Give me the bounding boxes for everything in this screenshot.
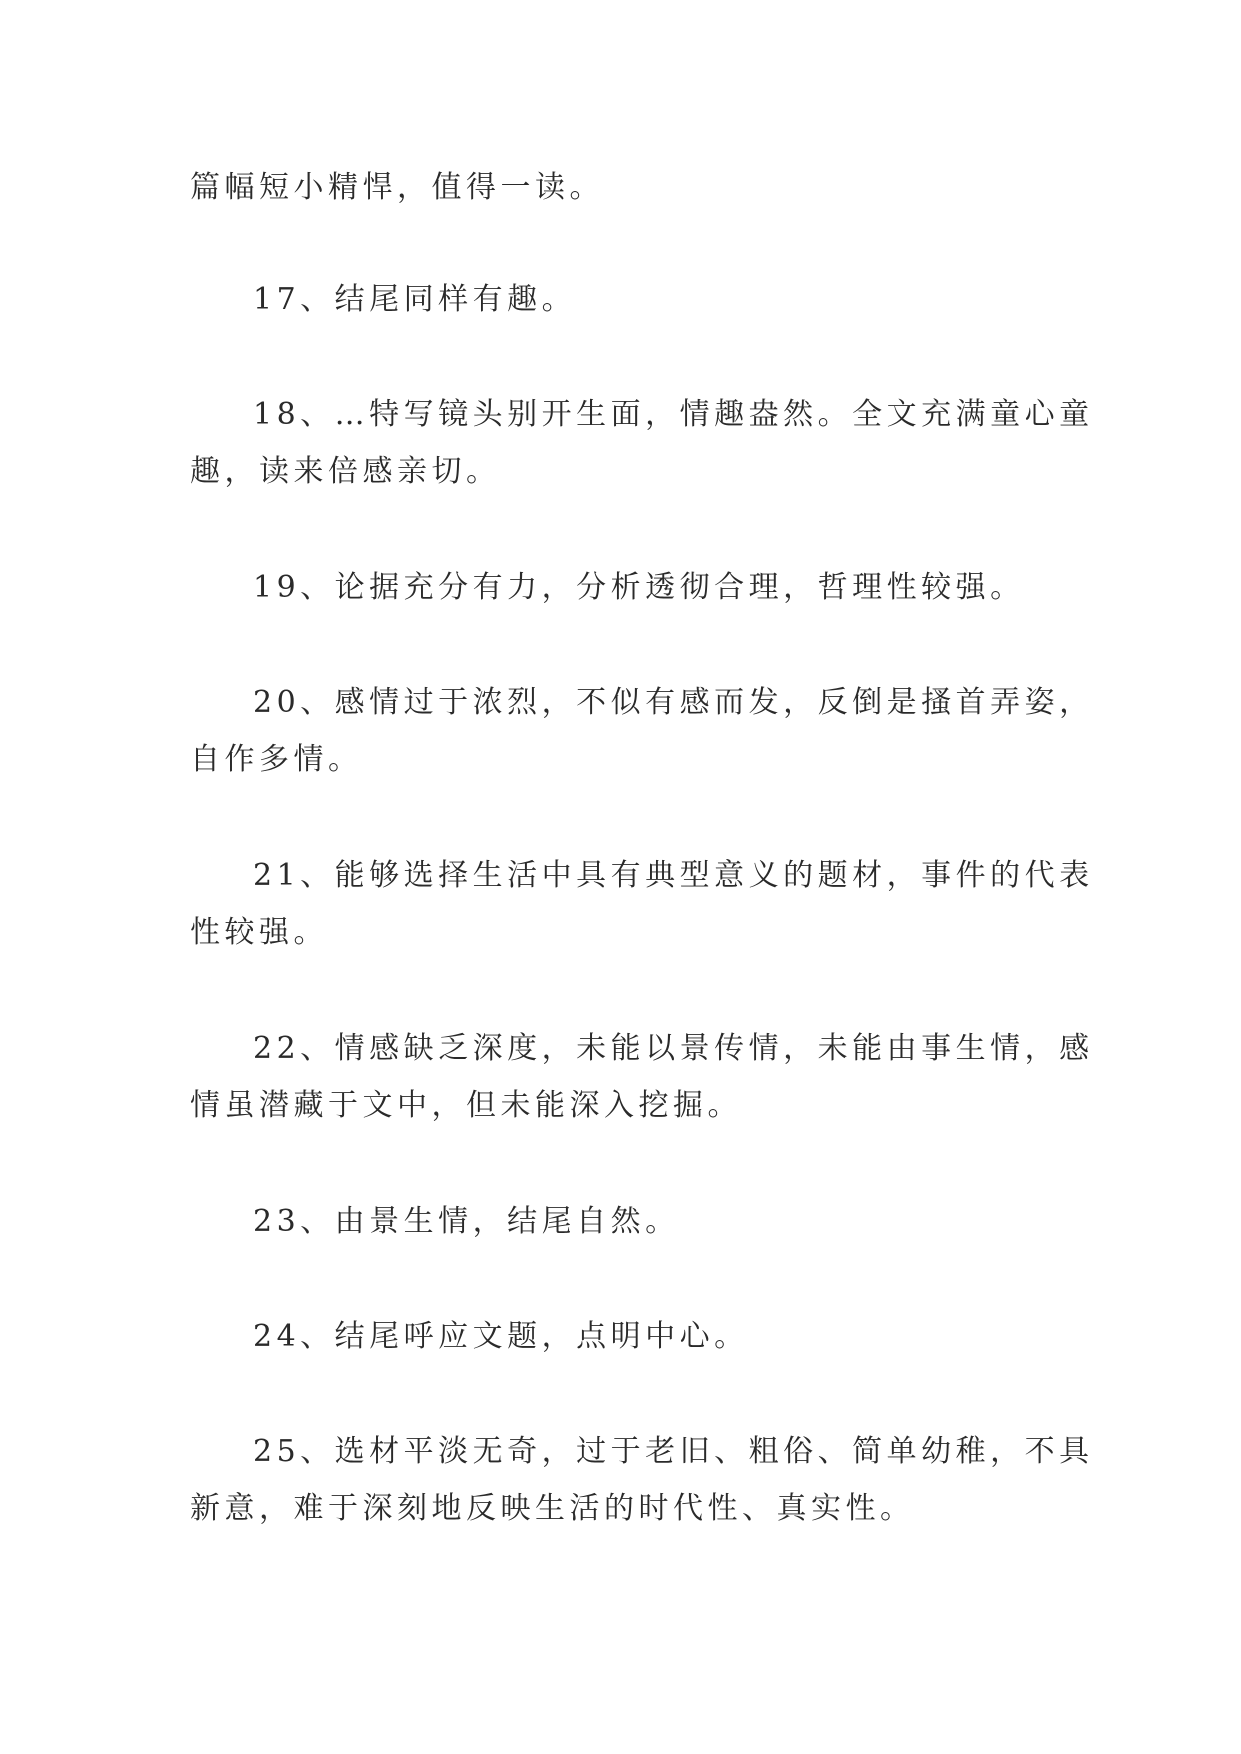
comment-21 <box>190 847 1094 961</box>
comment-25 <box>190 1423 1094 1537</box>
comment-17 <box>190 271 1070 328</box>
paragraph-line: 25、选材平淡无奇，过于老旧、粗俗、简单幼稚，不具 <box>253 1434 1094 1469</box>
paragraph-line: 篇幅短小精悍，值得一读。 <box>190 170 604 205</box>
paragraph-line: 19、论据充分有力，分析透彻合理，哲理性较强。 <box>253 570 1025 605</box>
comment-22 <box>190 1020 1094 1134</box>
paragraph-line: 17、结尾同样有趣。 <box>253 282 577 317</box>
paragraph-line: 自作多情。 <box>190 742 363 777</box>
paragraph-line: 23、由景生情，结尾自然。 <box>253 1204 680 1239</box>
comment-23 <box>190 1193 1070 1250</box>
paragraph-line: 新意，难于深刻地反映生活的时代性、真实性。 <box>190 1491 915 1526</box>
paragraph-line: 22、情感缺乏深度，未能以景传情，未能由事生情，感 <box>253 1031 1094 1066</box>
paragraph-line: 24、结尾呼应文题，点明中心。 <box>253 1319 749 1354</box>
paragraph-line: 20、感情过于浓烈，不似有感而发，反倒是搔首弄姿， <box>253 685 1094 720</box>
paragraph-line: 趣，读来倍感亲切。 <box>190 454 501 489</box>
comment-20 <box>190 674 1094 788</box>
paragraph-line: 情虽潜藏于文中，但未能深入挖掘。 <box>190 1088 742 1123</box>
paragraph-line: 性较强。 <box>190 915 328 950</box>
paragraph-line: 18、…特写镜头别开生面，情趣盎然。全文充满童心童 <box>253 397 1094 432</box>
comment-19 <box>190 559 1070 616</box>
paragraph-line: 21、能够选择生活中具有典型意义的题材，事件的代表 <box>253 858 1094 893</box>
comment-24 <box>190 1308 1070 1365</box>
paragraph-continuation <box>190 159 1070 216</box>
comment-18 <box>190 386 1094 500</box>
